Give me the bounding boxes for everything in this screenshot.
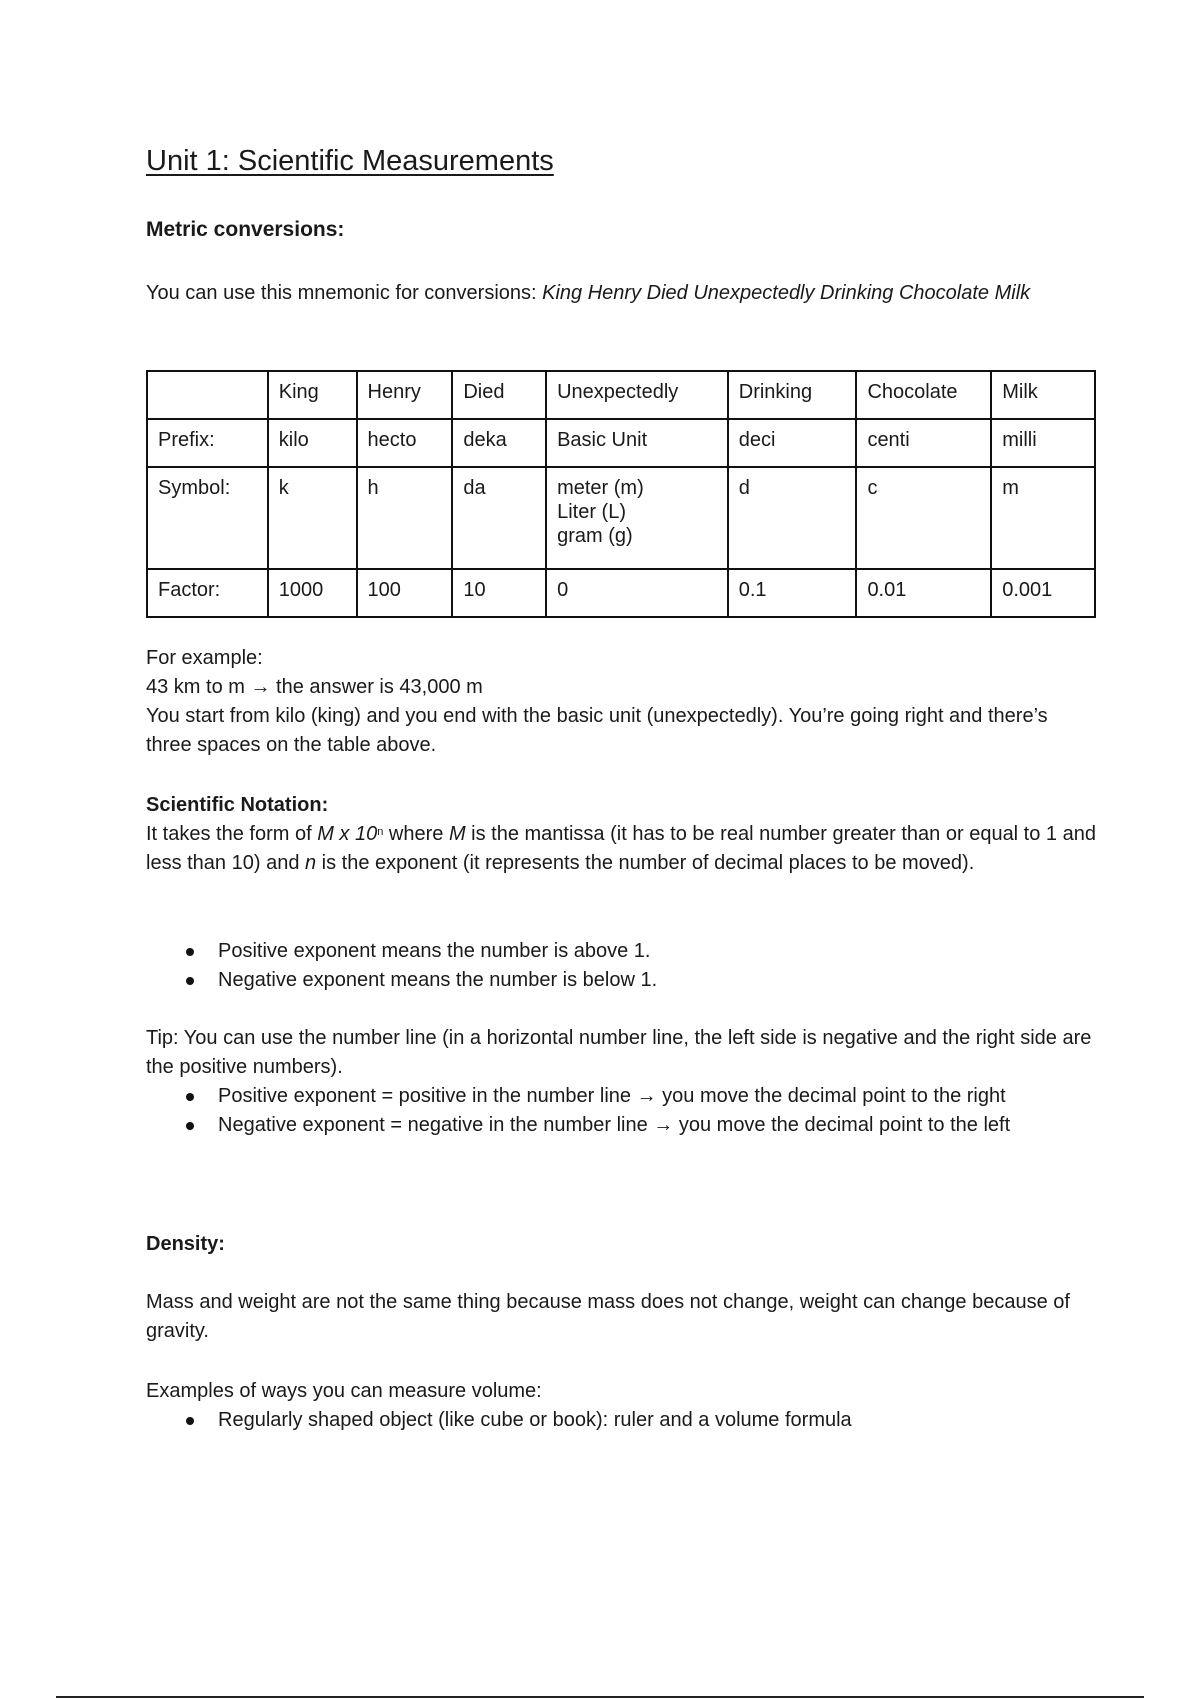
bullet-icon bbox=[186, 1093, 194, 1101]
table-cell: kilo bbox=[268, 419, 357, 467]
mnemonic-text: King Henry Died Unexpectedly Drinking Chocolate Milk bbox=[542, 282, 1031, 304]
page-title: Unit 1: Scientific Measurements bbox=[146, 145, 554, 177]
sci-x-text: x 10 bbox=[333, 823, 378, 845]
table-cell: 10 bbox=[452, 569, 546, 617]
list-item bbox=[146, 1406, 1096, 1435]
sci-text: is the exponent (it represents the number of decimal places to be moved). bbox=[316, 852, 975, 874]
page-bottom-rule bbox=[56, 1696, 1144, 1698]
bullet-icon bbox=[186, 1122, 194, 1130]
table-cell: milli bbox=[991, 419, 1095, 467]
list-item-text: Positive exponent = positive in the number line → you move the decimal point to the right bbox=[218, 1085, 1006, 1107]
table-cell: 100 bbox=[357, 569, 453, 617]
sci-var-n: n bbox=[305, 852, 317, 874]
density-heading-wrap bbox=[146, 1230, 1096, 1259]
bullet-icon bbox=[186, 977, 194, 985]
table-cell: Prefix: bbox=[147, 419, 268, 467]
table-cell: h bbox=[357, 467, 453, 569]
list-item-text: Negative exponent = negative in the number line → you move the decimal point to the left bbox=[218, 1114, 1011, 1136]
metric-intro bbox=[146, 279, 1096, 308]
table-cell: hecto bbox=[357, 419, 453, 467]
tip-bullet-list bbox=[146, 1082, 1096, 1140]
sci-text: where bbox=[383, 823, 449, 845]
intro-text: You can use this mnemonic for conversions: bbox=[146, 282, 543, 304]
example-explain: You start from kilo (king) and you end with the basic unit (unexpectedly). You’re going right and there’s three spaces on the table above. bbox=[146, 705, 1048, 756]
list-item-text: Regularly shaped object (like cube or book): ruler and a volume formula bbox=[218, 1409, 852, 1431]
list-item bbox=[146, 1082, 1096, 1111]
list-item-text: Positive exponent means the number is above 1. bbox=[218, 940, 651, 962]
example-block bbox=[146, 644, 1096, 760]
volume-block bbox=[146, 1377, 1096, 1435]
table-row-prefix bbox=[147, 419, 1095, 467]
table-cell: Symbol: bbox=[147, 467, 268, 569]
table-cell: Unexpectedly bbox=[546, 371, 728, 419]
table-cell: centi bbox=[856, 419, 991, 467]
sci-bullets bbox=[146, 937, 1096, 995]
table-cell: 0 bbox=[546, 569, 728, 617]
bullet-icon bbox=[186, 948, 194, 956]
table-cell: 0.1 bbox=[728, 569, 857, 617]
unit-liter: Liter (L) bbox=[557, 501, 626, 523]
density-paragraph-wrap bbox=[146, 1288, 1096, 1346]
sci-paragraph bbox=[146, 820, 1096, 878]
table-row-header bbox=[147, 371, 1095, 419]
table-cell: d bbox=[728, 467, 857, 569]
table-cell: 1000 bbox=[268, 569, 357, 617]
sci-bullet-list bbox=[146, 937, 1096, 995]
sci-heading: Scientific Notation: bbox=[146, 794, 329, 816]
bullet-icon bbox=[186, 1417, 194, 1425]
table-cell-basic-units bbox=[546, 467, 728, 569]
sci-text: It takes the form of bbox=[146, 823, 318, 845]
table-cell: c bbox=[856, 467, 991, 569]
table-cell: deka bbox=[452, 419, 546, 467]
tip-text: Tip: You can use the number line (in a horizontal number line, the left side is negative and the right side are the positive numbers). bbox=[146, 1027, 1092, 1078]
sci-text: is the mantissa (it has to be real number greater than or equal to 1 and less than 10) and bbox=[146, 823, 1096, 874]
table-row-symbol bbox=[147, 467, 1095, 569]
table-cell: 0.01 bbox=[856, 569, 991, 617]
table-cell: Henry bbox=[357, 371, 453, 419]
sci-var-m: M bbox=[317, 823, 334, 845]
table-cell: 0.001 bbox=[991, 569, 1095, 617]
table-cell: k bbox=[268, 467, 357, 569]
metric-heading: Metric conversions: bbox=[146, 218, 345, 241]
unit-meter: meter (m) bbox=[557, 477, 644, 499]
table-cell: da bbox=[452, 467, 546, 569]
conversion-table bbox=[146, 370, 1096, 618]
table-cell: m bbox=[991, 467, 1095, 569]
list-item bbox=[146, 966, 1096, 995]
list-item bbox=[146, 1111, 1096, 1140]
unit-gram: gram (g) bbox=[557, 525, 633, 547]
table-cell: Basic Unit bbox=[546, 419, 728, 467]
table-cell: Chocolate bbox=[856, 371, 991, 419]
volume-bullet-list bbox=[146, 1406, 1096, 1435]
sci-block bbox=[146, 791, 1096, 878]
sci-var-m: M bbox=[448, 823, 466, 845]
table-cell bbox=[147, 371, 268, 419]
metric-heading-wrap bbox=[146, 218, 1096, 242]
table-cell: King bbox=[268, 371, 357, 419]
table-cell: deci bbox=[728, 419, 857, 467]
density-paragraph: Mass and weight are not the same thing because mass does not change, weight can change because of gravity. bbox=[146, 1291, 1070, 1342]
table-row-factor bbox=[147, 569, 1095, 617]
volume-label: Examples of ways you can measure volume: bbox=[146, 1380, 542, 1402]
sci-exponent: n bbox=[377, 826, 384, 838]
list-item bbox=[146, 937, 1096, 966]
list-item-text: Negative exponent means the number is below 1. bbox=[218, 969, 658, 991]
tip-block bbox=[146, 1024, 1096, 1140]
density-heading: Density: bbox=[146, 1233, 225, 1255]
table-cell: Drinking bbox=[728, 371, 857, 419]
example-label: For example: bbox=[146, 647, 263, 669]
example-line: 43 km to m → the answer is 43,000 m bbox=[146, 676, 483, 698]
table-cell: Milk bbox=[991, 371, 1095, 419]
table-cell: Factor: bbox=[147, 569, 268, 617]
table-cell: Died bbox=[452, 371, 546, 419]
